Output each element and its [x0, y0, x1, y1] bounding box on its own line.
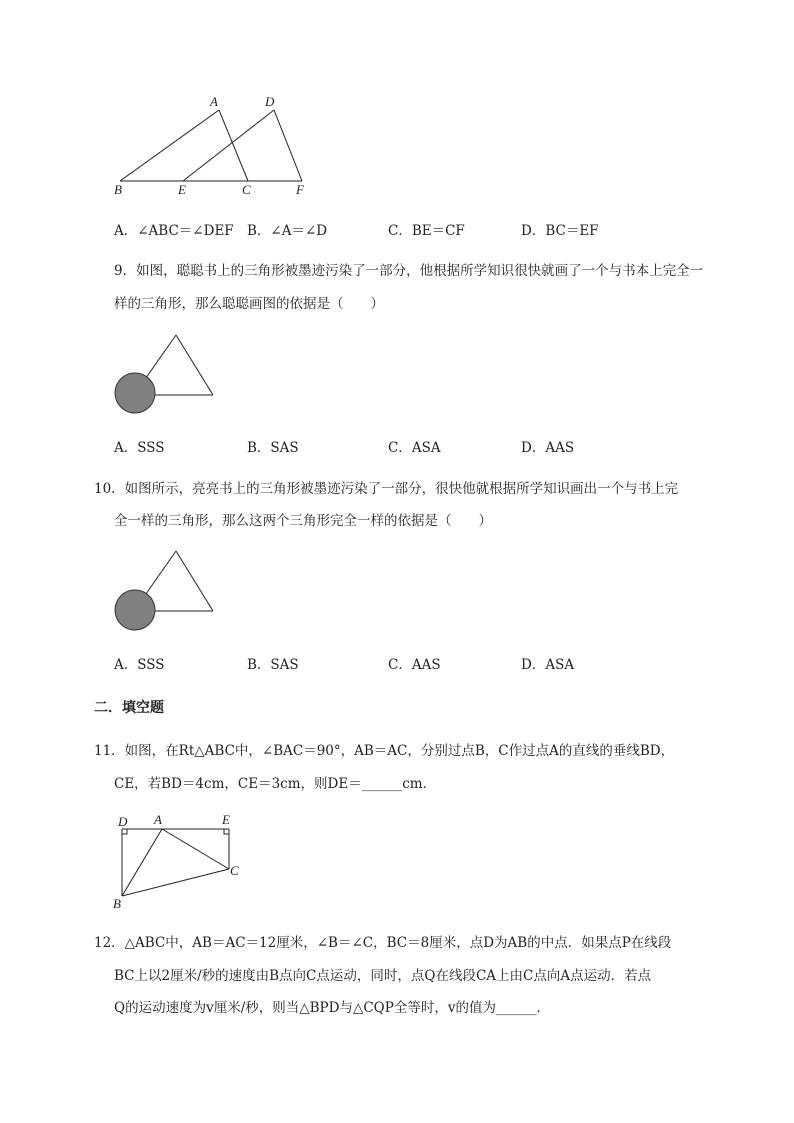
- q12-stem-line3: Q的运动速度为v厘米/秒，则当△BPD与△CQP全等时，v的值为______．: [114, 1000, 550, 1016]
- q11-label-a: A: [154, 812, 162, 827]
- q8-label-e: E: [178, 182, 186, 197]
- q8-option-a[interactable]: A．∠ABC＝∠DEF: [114, 223, 234, 239]
- q9-option-c[interactable]: C．ASA: [388, 440, 441, 456]
- q8-figure: [0, 0, 794, 200]
- q11-label-d: D: [118, 814, 128, 829]
- q10-stem-line1: 10．如图所示，亮亮书上的三角形被墨迹污染了一部分，很快他就根据所学知识画出一个与书上完: [94, 481, 679, 497]
- q10-options: [0, 653, 794, 673]
- q8-option-b[interactable]: B．∠A＝∠D: [247, 223, 328, 239]
- q9-option-b[interactable]: B．SAS: [247, 440, 299, 456]
- q10-option-b[interactable]: B．SAS: [247, 657, 299, 673]
- q9-stem-line1: 9．如图，聪聪书上的三角形被墨迹污染了一部分，他根据所学知识很快就画了一个与书本上完全一: [114, 263, 704, 279]
- q9-ink-blot: [115, 373, 155, 413]
- q10-ink-blot: [115, 590, 155, 630]
- q9-figure: [0, 320, 794, 420]
- q8-triangles-diagram: [0, 0, 794, 200]
- q11-stem-line2: CE，若BD＝4cm，CE＝3cm，则DE＝______cm．: [114, 776, 437, 792]
- q8-label-a: A: [210, 94, 218, 109]
- q11-label-b: B: [113, 896, 121, 911]
- q10-stem-line2: 全一样的三角形，那么这两个三角形完全一样的依据是（ ）: [114, 513, 492, 529]
- q11-figure: [0, 808, 794, 918]
- q11-stem-line1: 11．如图，在Rt△ABC中，∠BAC＝90°，AB＝AC，分别过点B，C作过点A的直线的垂线BD，: [94, 743, 675, 759]
- q10-option-a[interactable]: A．SSS: [114, 657, 165, 673]
- q8-label-c: C: [242, 182, 251, 197]
- q9-options: [0, 436, 794, 456]
- q8-label-d: D: [265, 94, 275, 109]
- q11-label-c: C: [230, 863, 239, 878]
- q12-stem-line2: BC上以2厘米/秒的速度由B点向C点运动，同时，点Q在线段CA上由C点向A点运动．若点: [114, 968, 652, 984]
- q8-option-d[interactable]: D．BC＝EF: [521, 223, 599, 239]
- q8-options: [0, 219, 794, 239]
- q10-option-c[interactable]: C．AAS: [388, 657, 441, 673]
- q12-stem-line1: 12．△ABC中，AB＝AC＝12厘米，∠B＝∠C，BC＝8厘米，点D为AB的中点．如果点P在线段: [94, 935, 672, 951]
- q8-label-b: B: [114, 182, 122, 197]
- q9-blotted-triangle-diagram: [0, 320, 794, 420]
- q11-right-angle-mark-e: [224, 829, 229, 834]
- section-heading-fill-in: 二．填空题: [94, 700, 164, 716]
- q9-option-a[interactable]: A．SSS: [114, 440, 165, 456]
- q8-option-c[interactable]: C．BE＝CF: [388, 223, 465, 239]
- q10-blotted-triangle-diagram: [0, 537, 794, 637]
- q10-figure: [0, 537, 794, 637]
- q10-option-d[interactable]: D．ASA: [521, 657, 575, 673]
- q9-option-d[interactable]: D．AAS: [521, 440, 575, 456]
- q9-stem-line2: 样的三角形，那么聪聪画图的依据是（ ）: [114, 296, 384, 312]
- q11-label-e: E: [222, 812, 230, 827]
- q8-label-f: F: [296, 182, 304, 197]
